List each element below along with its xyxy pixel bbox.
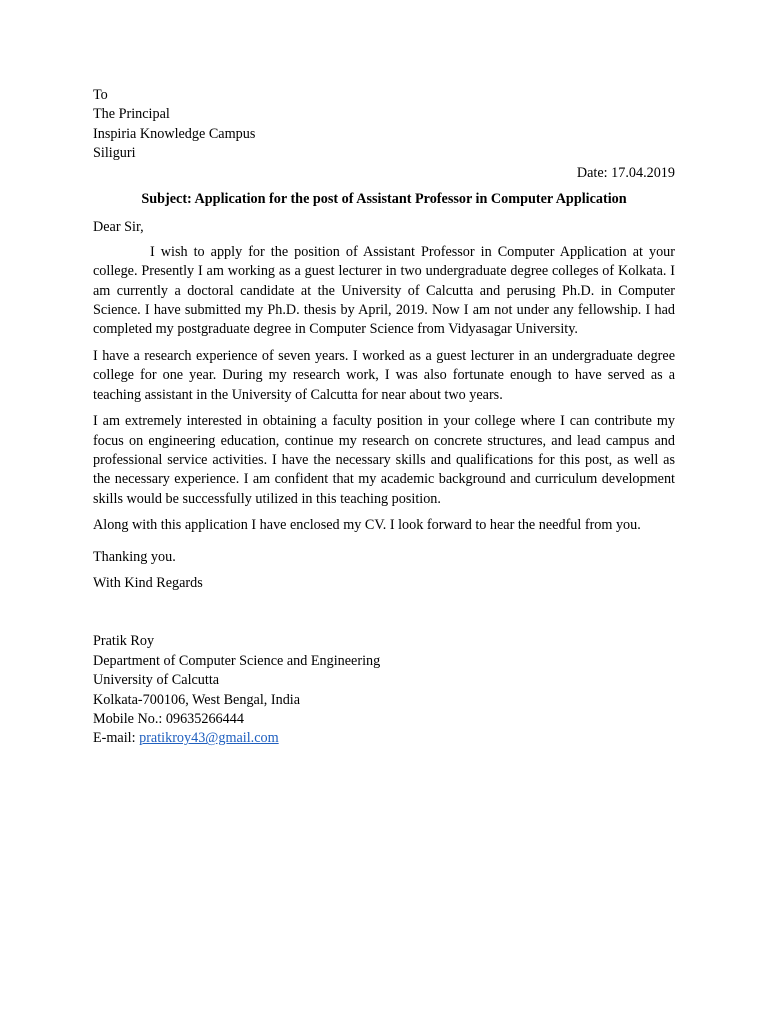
letter-body [93,243,675,536]
body-paragraph: I wish to apply for the position of Assistant Professor in Computer Application at your college. Presently I am working as a guest lecturer in two undergraduate degree colleges of Kolkata. I am currently a doctoral candidate at the University of Calcutta and perusing Ph.D. in Computer Science. I have submitted my Ph.D. thesis by April, 2019. Now I am not under any fellowship. I had completed my postgraduate degree in Computer Science from Vidyasagar University. [93,243,675,338]
recipient-block [93,86,675,164]
letter-date: Date: 17.04.2019 [576,164,675,181]
signature-email-line [93,729,675,748]
recipient-city: Siliguri [93,145,136,162]
signature-mobile: Mobile No.: 09635266444 [93,710,244,727]
recipient-title: The Principal [93,106,170,123]
recipient-to: To [93,87,108,103]
signature-department: Department of Computer Science and Engineering [93,652,381,669]
body-paragraph: Along with this application I have enclosed my CV. I look forward to hear the needful from you. [93,517,641,534]
letter-greeting: Dear Sir, [93,219,144,236]
recipient-institution: Inspiria Knowledge Campus [93,125,256,142]
email-link[interactable]: pratikroy43@gmail.com [139,730,279,747]
signature-address: Kolkata-700106, West Bengal, India [93,691,301,708]
body-paragraph: I am extremely interested in obtaining a faculty position in your college where I can contribute my focus on engineering education, continue my research on concrete structures, and lead campus and professional service activities. I have the necessary skills and qualifications for this post, as well as the necessary experience. I am confident that my academic background and curriculum development skills would be successfully utilized in this teaching position. [93,413,675,507]
signature-university: University of Calcutta [93,672,220,689]
signature-block [93,632,675,748]
letter [93,86,675,749]
closing-thanks: Thanking you. [93,548,176,565]
email-label: E-mail: [93,730,140,747]
signature-name: Pratik Roy [93,633,155,650]
closing-regards: With Kind Regards [93,574,203,591]
letter-subject: Subject: Application for the post of Assistant Professor in Computer Application [141,191,627,208]
body-paragraph: I have a research experience of seven years. I worked as a guest lecturer in an undergraduate degree college for one year. During my research work, I was also fortunate enough to have served as a teaching assistant in the University of Calcutta for near about two years. [93,347,675,403]
